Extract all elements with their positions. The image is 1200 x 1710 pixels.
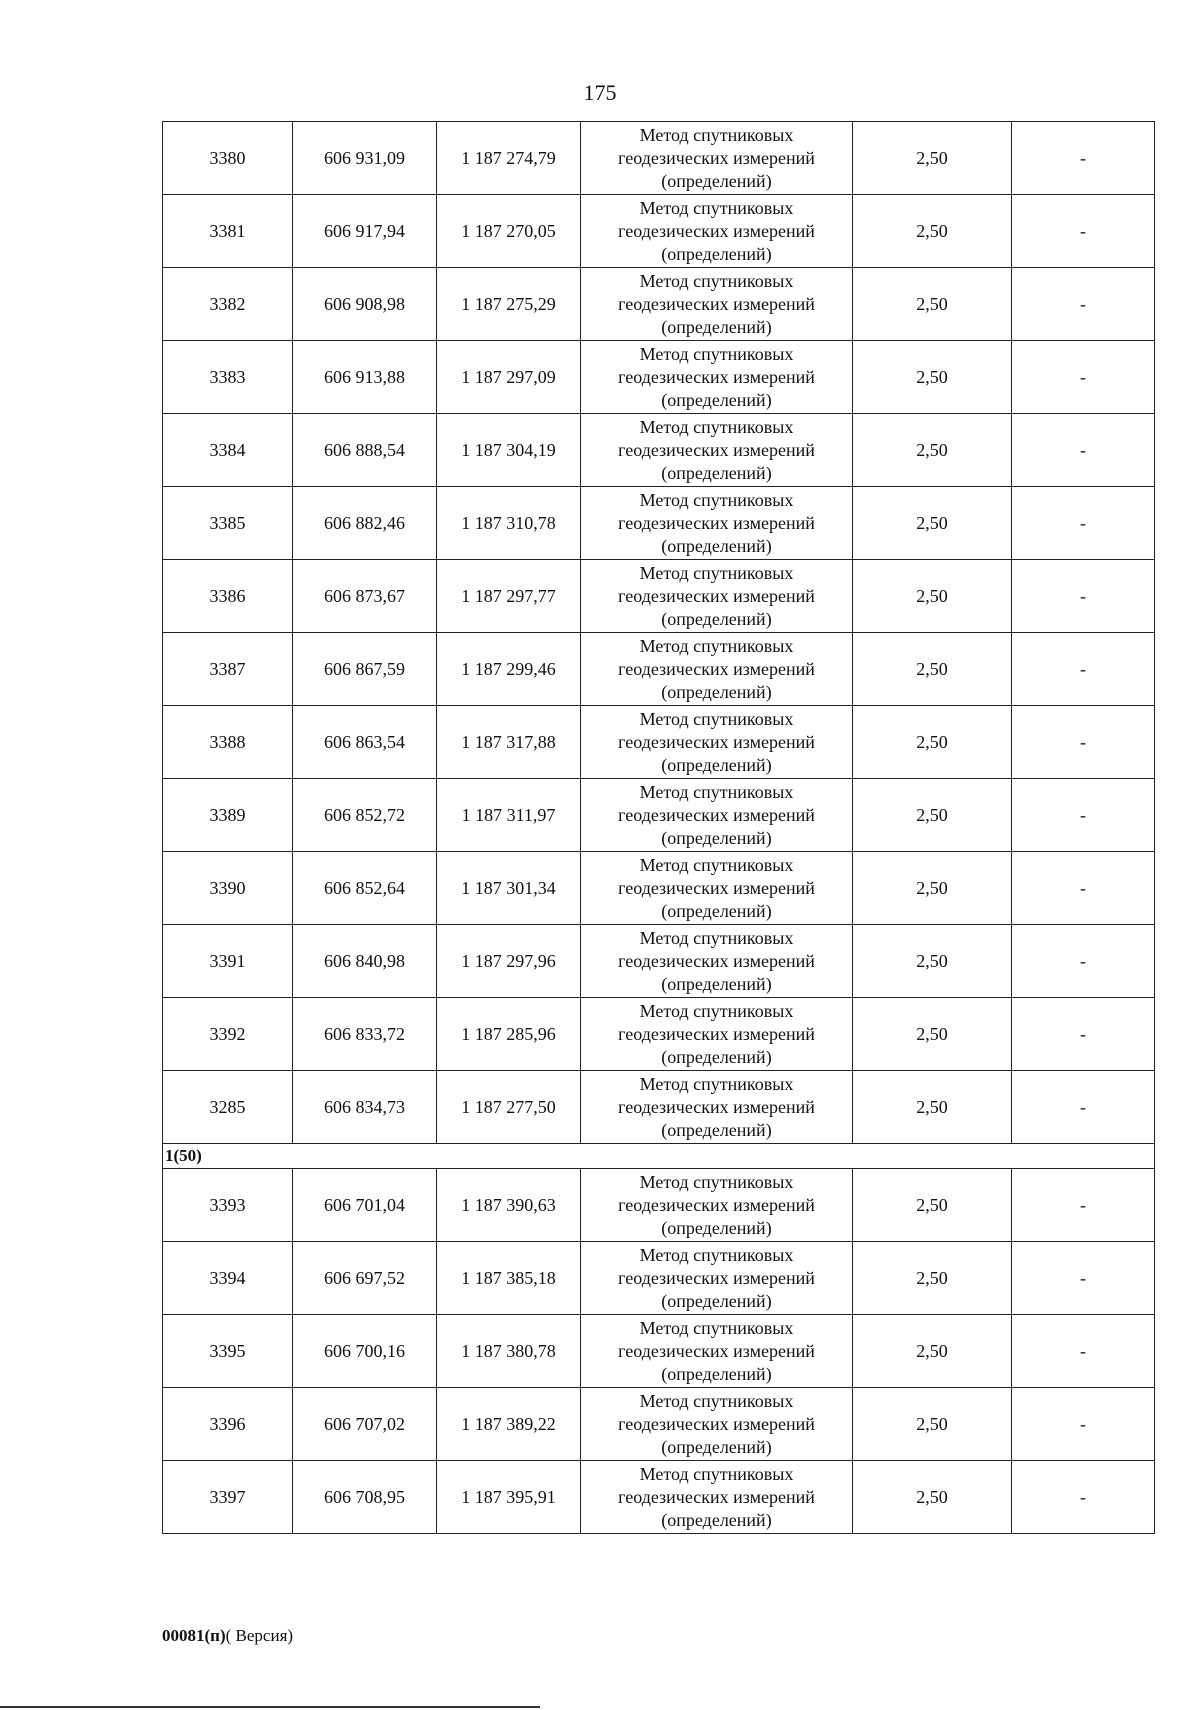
point-id-cell: 3380 <box>163 122 293 195</box>
table-row <box>163 633 1155 706</box>
method-line: геодезических измерений <box>618 950 815 971</box>
x-coordinate-cell: 606 913,88 <box>293 341 437 414</box>
note-cell: - <box>1012 633 1155 706</box>
y-coordinate-cell: 1 187 310,78 <box>437 487 581 560</box>
method-line: Метод спутниковых <box>639 1317 794 1338</box>
point-id-cell: 3382 <box>163 268 293 341</box>
method-line: геодезических измерений <box>618 658 815 679</box>
method-line: геодезических измерений <box>618 220 815 241</box>
method-line: (определений) <box>661 900 772 921</box>
method-cell <box>581 341 853 414</box>
method-line: геодезических измерений <box>618 439 815 460</box>
method-line: Метод спутниковых <box>639 124 794 145</box>
method-cell <box>581 560 853 633</box>
method-cell <box>581 925 853 998</box>
point-id-cell: 3384 <box>163 414 293 487</box>
point-id-cell: 3397 <box>163 1461 293 1534</box>
table-row <box>163 487 1155 560</box>
note-cell: - <box>1012 414 1155 487</box>
note-cell: - <box>1012 852 1155 925</box>
point-id-cell: 3389 <box>163 779 293 852</box>
method-line: Метод спутниковых <box>639 270 794 291</box>
x-coordinate-cell: 606 708,95 <box>293 1461 437 1534</box>
table-row <box>163 341 1155 414</box>
method-line: Метод спутниковых <box>639 343 794 364</box>
x-coordinate-cell: 606 863,54 <box>293 706 437 779</box>
x-coordinate-cell: 606 700,16 <box>293 1315 437 1388</box>
method-line: Метод спутниковых <box>639 562 794 583</box>
y-coordinate-cell: 1 187 301,34 <box>437 852 581 925</box>
note-cell: - <box>1012 1169 1155 1242</box>
method-line: (определений) <box>661 535 772 556</box>
method-line: Метод спутниковых <box>639 854 794 875</box>
x-coordinate-cell: 606 867,59 <box>293 633 437 706</box>
x-coordinate-cell: 606 840,98 <box>293 925 437 998</box>
y-coordinate-cell: 1 187 380,78 <box>437 1315 581 1388</box>
point-id-cell: 3388 <box>163 706 293 779</box>
method-cell <box>581 852 853 925</box>
point-id-cell: 3385 <box>163 487 293 560</box>
precision-cell: 2,50 <box>853 633 1012 706</box>
precision-cell: 2,50 <box>853 122 1012 195</box>
note-cell: - <box>1012 1388 1155 1461</box>
y-coordinate-cell: 1 187 395,91 <box>437 1461 581 1534</box>
table-row <box>163 1169 1155 1242</box>
x-coordinate-cell: 606 852,64 <box>293 852 437 925</box>
method-cell <box>581 1169 853 1242</box>
precision-cell: 2,50 <box>853 414 1012 487</box>
y-coordinate-cell: 1 187 270,05 <box>437 195 581 268</box>
note-cell: - <box>1012 487 1155 560</box>
table-row <box>163 560 1155 633</box>
method-line: (определений) <box>661 462 772 483</box>
y-coordinate-cell: 1 187 297,96 <box>437 925 581 998</box>
point-id-cell: 3391 <box>163 925 293 998</box>
table-row <box>163 268 1155 341</box>
method-cell <box>581 633 853 706</box>
table-row <box>163 1461 1155 1534</box>
precision-cell: 2,50 <box>853 998 1012 1071</box>
method-line: (определений) <box>661 973 772 994</box>
precision-cell: 2,50 <box>853 560 1012 633</box>
x-coordinate-cell: 606 707,02 <box>293 1388 437 1461</box>
method-line: геодезических измерений <box>618 731 815 752</box>
x-coordinate-cell: 606 888,54 <box>293 414 437 487</box>
note-cell: - <box>1012 341 1155 414</box>
document-code: 00081(п) <box>162 1626 226 1645</box>
method-line: (определений) <box>661 681 772 702</box>
section-row <box>163 1144 1155 1169</box>
coordinates-table-body <box>163 122 1155 1534</box>
method-cell <box>581 1461 853 1534</box>
x-coordinate-cell: 606 834,73 <box>293 1071 437 1144</box>
point-id-cell: 3390 <box>163 852 293 925</box>
x-coordinate-cell: 606 833,72 <box>293 998 437 1071</box>
y-coordinate-cell: 1 187 277,50 <box>437 1071 581 1144</box>
method-cell <box>581 268 853 341</box>
method-line: Метод спутниковых <box>639 1463 794 1484</box>
method-line: геодезических измерений <box>618 1096 815 1117</box>
note-cell: - <box>1012 122 1155 195</box>
y-coordinate-cell: 1 187 311,97 <box>437 779 581 852</box>
y-coordinate-cell: 1 187 304,19 <box>437 414 581 487</box>
table-row <box>163 1071 1155 1144</box>
method-cell <box>581 414 853 487</box>
method-line: (определений) <box>661 1217 772 1238</box>
precision-cell: 2,50 <box>853 1169 1012 1242</box>
table-row <box>163 414 1155 487</box>
method-line: Метод спутниковых <box>639 781 794 802</box>
point-id-cell: 3381 <box>163 195 293 268</box>
method-line: Метод спутниковых <box>639 927 794 948</box>
method-line: (определений) <box>661 316 772 337</box>
section-label: 1(50) <box>163 1144 1155 1169</box>
precision-cell: 2,50 <box>853 1461 1012 1534</box>
coordinates-table <box>162 121 1155 1534</box>
y-coordinate-cell: 1 187 285,96 <box>437 998 581 1071</box>
y-coordinate-cell: 1 187 297,09 <box>437 341 581 414</box>
method-line: геодезических измерений <box>618 1194 815 1215</box>
note-cell: - <box>1012 1071 1155 1144</box>
method-line: геодезических измерений <box>618 1413 815 1434</box>
note-cell: - <box>1012 1315 1155 1388</box>
method-line: Метод спутниковых <box>639 1073 794 1094</box>
y-coordinate-cell: 1 187 299,46 <box>437 633 581 706</box>
x-coordinate-cell: 606 701,04 <box>293 1169 437 1242</box>
precision-cell: 2,50 <box>853 706 1012 779</box>
x-coordinate-cell: 606 917,94 <box>293 195 437 268</box>
page-number: 175 <box>583 80 617 105</box>
point-id-cell: 3393 <box>163 1169 293 1242</box>
method-line: геодезических измерений <box>618 512 815 533</box>
y-coordinate-cell: 1 187 317,88 <box>437 706 581 779</box>
table-row <box>163 1315 1155 1388</box>
note-cell: - <box>1012 1242 1155 1315</box>
method-cell <box>581 122 853 195</box>
table-row <box>163 779 1155 852</box>
method-line: (определений) <box>661 1436 772 1457</box>
method-line: геодезических измерений <box>618 366 815 387</box>
table-row <box>163 122 1155 195</box>
method-line: Метод спутниковых <box>639 489 794 510</box>
table-row <box>163 706 1155 779</box>
note-cell: - <box>1012 1461 1155 1534</box>
note-cell: - <box>1012 998 1155 1071</box>
point-id-cell: 3396 <box>163 1388 293 1461</box>
method-cell <box>581 195 853 268</box>
note-cell: - <box>1012 706 1155 779</box>
method-line: геодезических измерений <box>618 1340 815 1361</box>
method-line: (определений) <box>661 1046 772 1067</box>
precision-cell: 2,50 <box>853 852 1012 925</box>
note-cell: - <box>1012 779 1155 852</box>
method-line: геодезических измерений <box>618 1486 815 1507</box>
point-id-cell: 3285 <box>163 1071 293 1144</box>
method-line: Метод спутниковых <box>639 1390 794 1411</box>
point-id-cell: 3392 <box>163 998 293 1071</box>
note-cell: - <box>1012 268 1155 341</box>
method-line: (определений) <box>661 170 772 191</box>
table-row <box>163 852 1155 925</box>
method-line: геодезических измерений <box>618 1023 815 1044</box>
precision-cell: 2,50 <box>853 195 1012 268</box>
table-row <box>163 195 1155 268</box>
method-line: геодезических измерений <box>618 147 815 168</box>
point-id-cell: 3387 <box>163 633 293 706</box>
precision-cell: 2,50 <box>853 1071 1012 1144</box>
precision-cell: 2,50 <box>853 268 1012 341</box>
method-cell <box>581 1071 853 1144</box>
precision-cell: 2,50 <box>853 1315 1012 1388</box>
method-cell <box>581 779 853 852</box>
method-line: (определений) <box>661 1290 772 1311</box>
method-line: (определений) <box>661 389 772 410</box>
point-id-cell: 3394 <box>163 1242 293 1315</box>
y-coordinate-cell: 1 187 297,77 <box>437 560 581 633</box>
y-coordinate-cell: 1 187 389,22 <box>437 1388 581 1461</box>
precision-cell: 2,50 <box>853 341 1012 414</box>
method-line: Метод спутниковых <box>639 197 794 218</box>
y-coordinate-cell: 1 187 385,18 <box>437 1242 581 1315</box>
precision-cell: 2,50 <box>853 779 1012 852</box>
precision-cell: 2,50 <box>853 925 1012 998</box>
method-cell <box>581 1242 853 1315</box>
method-line: Метод спутниковых <box>639 1000 794 1021</box>
precision-cell: 2,50 <box>853 1388 1012 1461</box>
y-coordinate-cell: 1 187 275,29 <box>437 268 581 341</box>
method-line: геодезических измерений <box>618 585 815 606</box>
y-coordinate-cell: 1 187 274,79 <box>437 122 581 195</box>
method-line: (определений) <box>661 1363 772 1384</box>
note-cell: - <box>1012 925 1155 998</box>
table-row <box>163 998 1155 1071</box>
method-line: (определений) <box>661 754 772 775</box>
note-cell: - <box>1012 195 1155 268</box>
method-cell <box>581 706 853 779</box>
method-line: (определений) <box>661 608 772 629</box>
method-line: (определений) <box>661 1509 772 1530</box>
bottom-rule <box>0 1706 540 1708</box>
x-coordinate-cell: 606 908,98 <box>293 268 437 341</box>
method-line: Метод спутниковых <box>639 1171 794 1192</box>
table-row <box>163 1242 1155 1315</box>
x-coordinate-cell: 606 931,09 <box>293 122 437 195</box>
method-line: Метод спутниковых <box>639 708 794 729</box>
method-line: (определений) <box>661 243 772 264</box>
precision-cell: 2,50 <box>853 1242 1012 1315</box>
x-coordinate-cell: 606 882,46 <box>293 487 437 560</box>
x-coordinate-cell: 606 873,67 <box>293 560 437 633</box>
footer-code <box>162 1626 293 1646</box>
point-id-cell: 3386 <box>163 560 293 633</box>
x-coordinate-cell: 606 697,52 <box>293 1242 437 1315</box>
point-id-cell: 3383 <box>163 341 293 414</box>
method-line: геодезических измерений <box>618 804 815 825</box>
note-cell: - <box>1012 560 1155 633</box>
method-line: геодезических измерений <box>618 877 815 898</box>
method-cell <box>581 1315 853 1388</box>
precision-cell: 2,50 <box>853 487 1012 560</box>
y-coordinate-cell: 1 187 390,63 <box>437 1169 581 1242</box>
point-id-cell: 3395 <box>163 1315 293 1388</box>
method-cell <box>581 998 853 1071</box>
table-row <box>163 1388 1155 1461</box>
document-version: ( Версия) <box>225 1626 294 1645</box>
method-line: Метод спутниковых <box>639 635 794 656</box>
method-cell <box>581 487 853 560</box>
method-line: геодезических измерений <box>618 293 815 314</box>
x-coordinate-cell: 606 852,72 <box>293 779 437 852</box>
method-line: Метод спутниковых <box>639 1244 794 1265</box>
method-line: (определений) <box>661 1119 772 1140</box>
method-cell <box>581 1388 853 1461</box>
method-line: геодезических измерений <box>618 1267 815 1288</box>
method-line: Метод спутниковых <box>639 416 794 437</box>
method-line: (определений) <box>661 827 772 848</box>
table-row <box>163 925 1155 998</box>
